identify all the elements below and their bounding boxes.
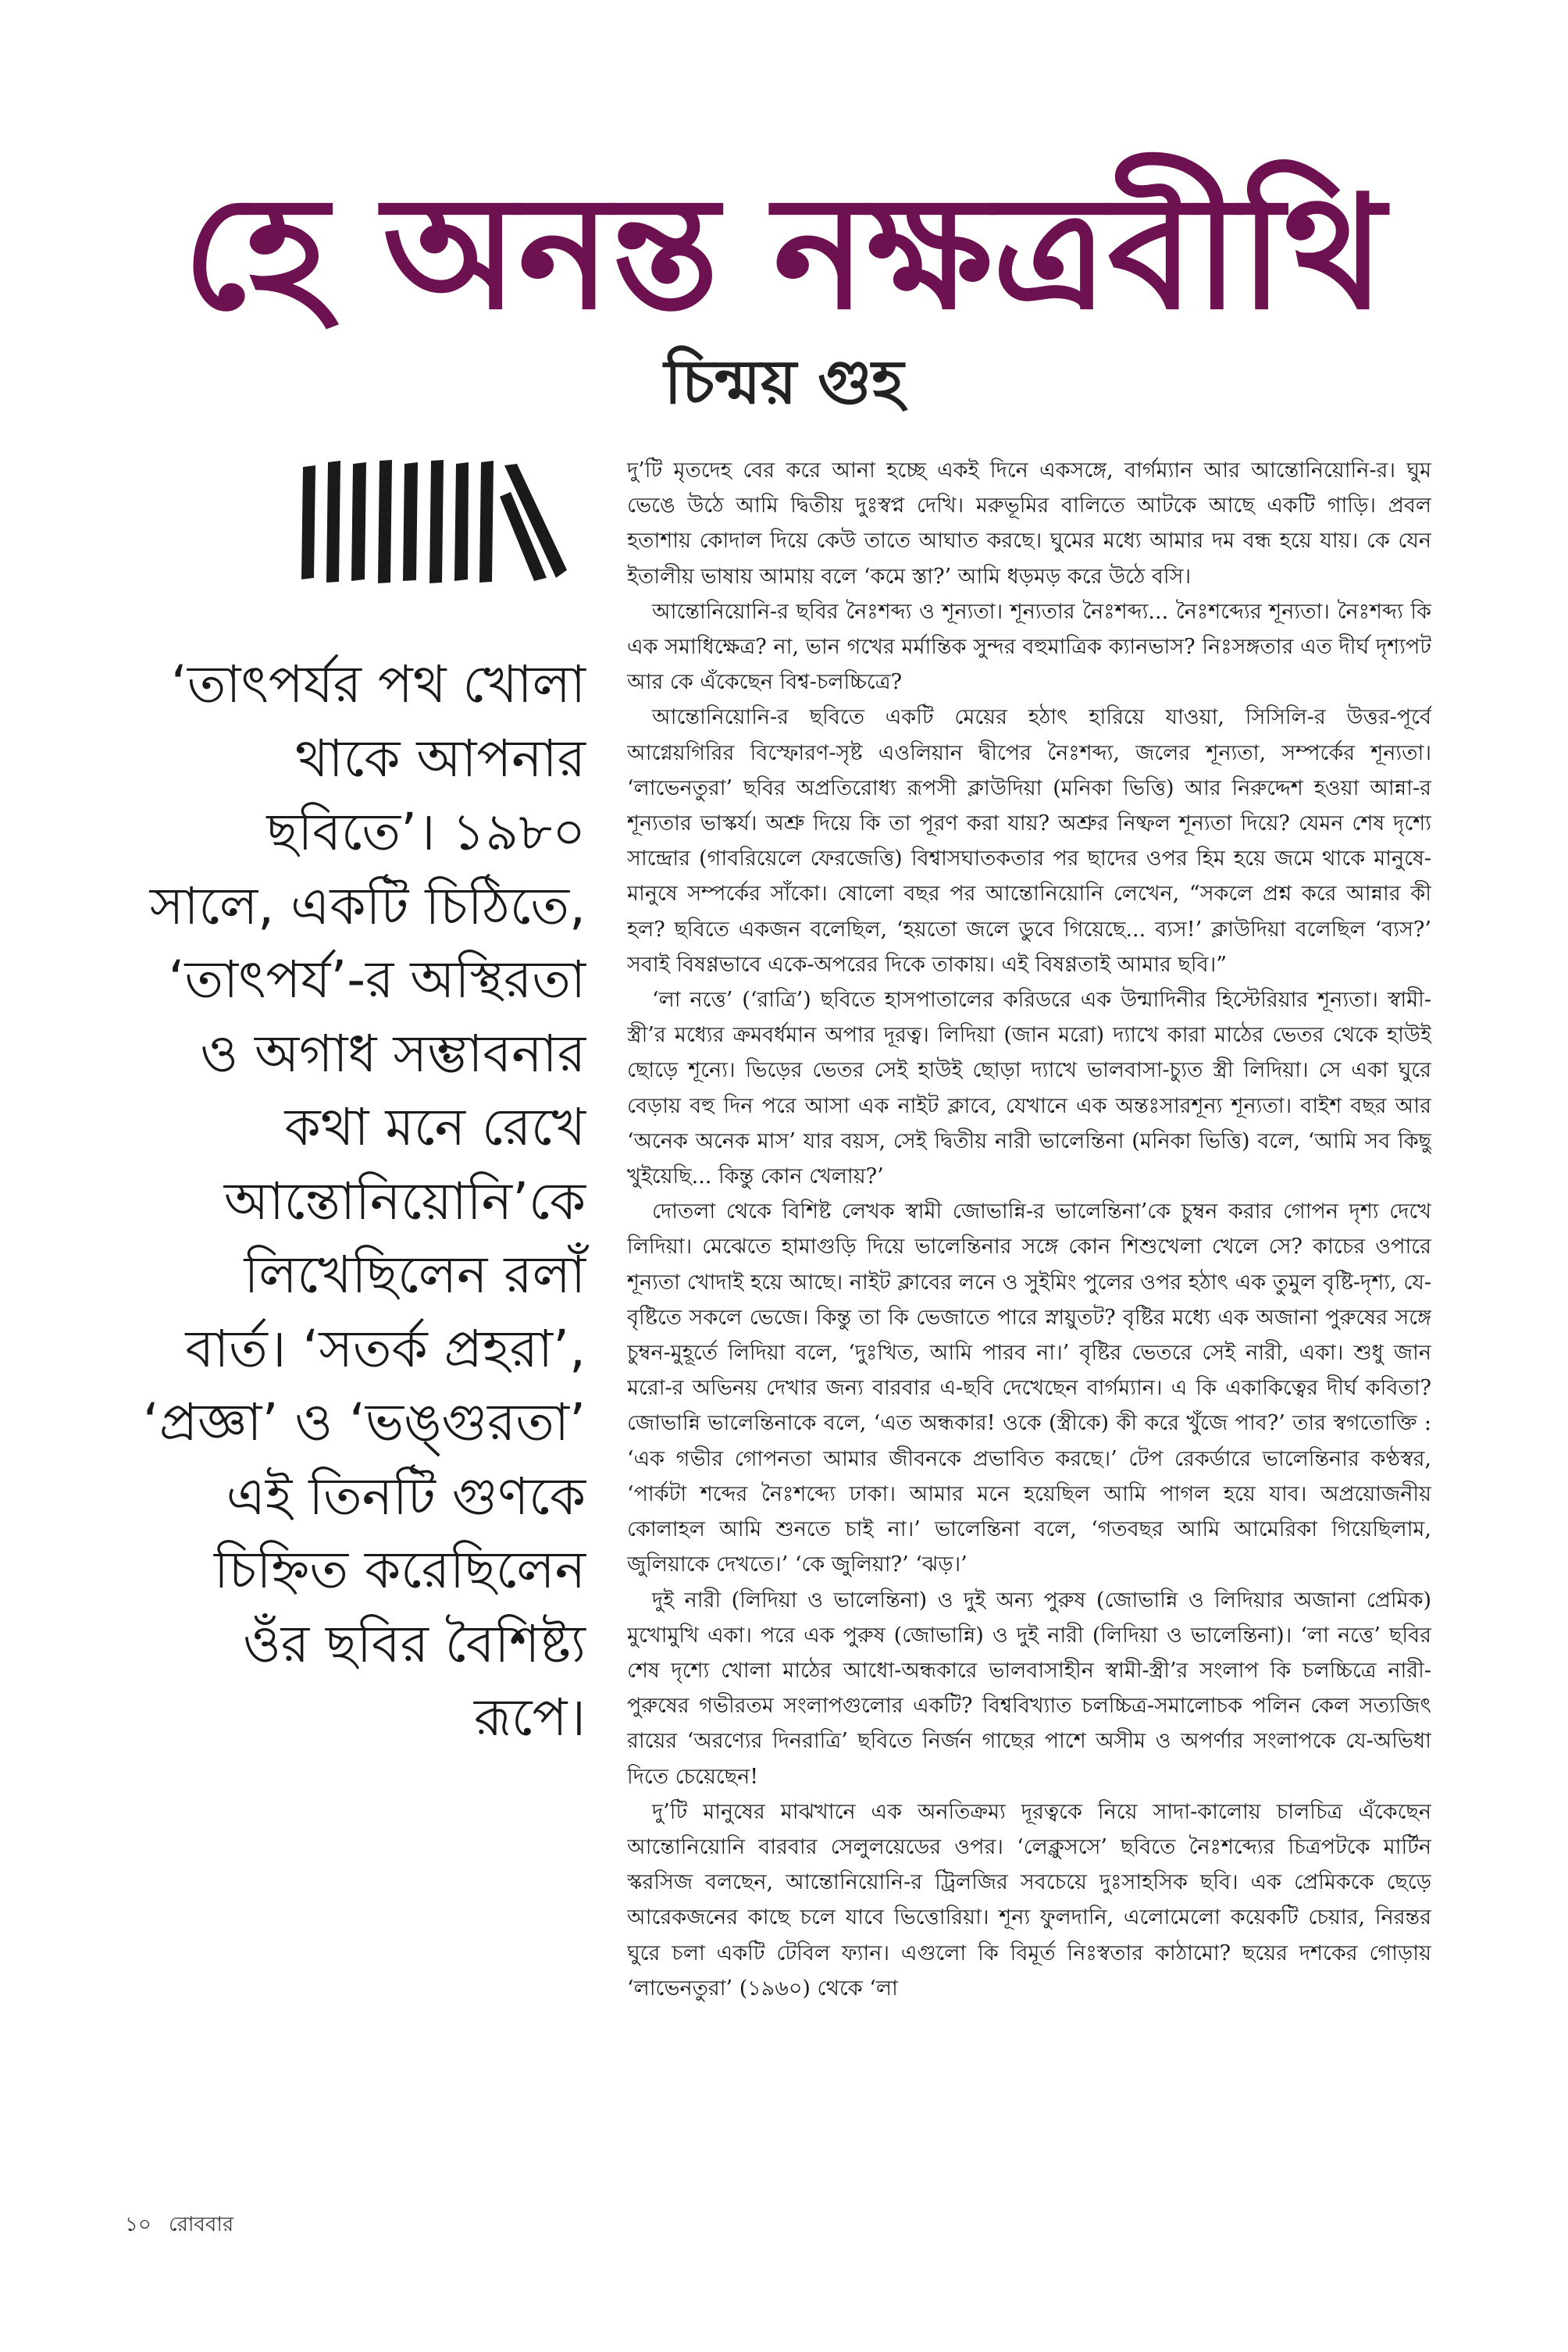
pull-quote: ‘তাৎপর্যর পথ খোলা থাকে আপনার ছবিতে’। ১৯৮০ সালে, একটি চিঠিতে, ‘তাৎপর্য’-র অস্থিরতা ও অগাধ সম্ভাবনার কথা মনে রেখে আন্তোনিয়োনি’কে লিখেছিলেন রলাঁ বার্ত। ‘সতর্ক প্রহরা’, ‘প্রজ্ঞা’ ও ‘ভঙ্গুরতা’ এই তিনটি গুণকে চিহ্নিত করেছিলেন ওঁর ছবির বৈশিষ্ট্য রূপে। (142, 654, 586, 1748)
page-footer (125, 2211, 244, 2238)
page-number: ১০ (125, 2213, 151, 2236)
paragraph: আন্তোনিয়োনি-র ছবিতে একটি মেয়ের হঠাৎ হারিয়ে যাওয়া, সিসিলি-র উত্তর-পূর্বে আগ্নেয়গিরির বিস্ফোরণ-সৃষ্ট এওলিয়ান দ্বীপের নৈঃশব্দ্য, জলের শূন্যতা, সম্পর্কের শূন্যতা। ‘লাভেনতুরা’ ছবির অপ্রতিরোধ্য রূপসী ক্লাউদিয়া (মনিকা ভিত্তি) আর নিরুদ্দেশ হওয়া আন্না-র শূন্যতার ভাস্কর্য। অশ্রু দিয়ে কি তা পূরণ করা যায়? অশ্রুর নিষ্ফল শূন্যতা দিয়ে? যেমন শেষ দৃশ্যে সান্দ্রোর (গাবরিয়েলে ফেরজেত্তি) বিশ্বাসঘাতকতার পর ছাদের ওপর হিম হয়ে জমে থাকে মানুষে-মানুষে সম্পর্কের সাঁকো। ষোলো বছর পর আন্তোনিয়োনি লেখেন, “সকলে প্রশ্ন করে আন্নার কী হল? ছবিতে একজন বলেছিল, ‘হয়তো জলে ডুবে গিয়েছে... ব্যস!’ ক্লাউদিয়া বলেছিল ‘ব্যস?’ সবাই বিষণ্ণভাবে একে-অপরের দিকে তাকায়। এই বিষণ্ণতাই আমার ছবি।” (627, 705, 1431, 977)
paragraph: আন্তোনিয়োনি-র ছবির নৈঃশব্দ্য ও শূন্যতা। শূন্যতার নৈঃশব্দ্য... নৈঃশব্দ্যের শূন্যতা। নৈঃশব্দ্য কি এক সমাধিক্ষেত্র? না, ভান গখের মর্মান্তিক সুন্দর বহুমাত্রিক ক্যানভাস? নিঃসঙ্গতার এত দীর্ঘ দৃশ্যপট আর কে এঁকেছেন বিশ্ব-চলচ্চিত্রে? (627, 599, 1431, 695)
paragraph: দু’টি মৃতদেহ বের করে আনা হচ্ছে একই দিনে একসঙ্গে, বার্গম্যান আর আন্তোনিয়োনি-র। ঘুম ভেঙে উঠে আমি দ্বিতীয় দুঃস্বপ্ন দেখি। মরুভূমির বালিতে আটকে আছে একটি গাড়ি। প্রবল হতাশায় কোদাল দিয়ে কেউ তাতে আঘাত করছে। ঘুমের মধ্যে আমার দম বন্ধ হয়ে যায়। কে যেন ইতালীয় ভাষায় আমায় বলে ‘কমে স্তা?’ আমি ধড়মড় করে উঠে বসি। (627, 458, 1431, 589)
article-body (627, 453, 1431, 2194)
paragraph: ‘লা নত্তে’ (‘রাত্রি’) ছবিতে হাসপাতালের করিডরে এক উন্মাদিনীর হিস্টেরিয়ার শূন্যতা। স্বামী-স্ত্রী’র মধ্যের ক্রমবর্ধমান অপার দূরত্ব। লিদিয়া (জান মরো) দ্যাখে কারা মাঠের ভেতর থেকে হাউই ছোড়ে শূন্যে। ভিড়ের ভেতর সেই হাউই ছোড়া দ্যাখে ভালবাসা-চ্যুত স্ত্রী লিদিয়া। সে একা ঘুরে বেড়ায় বহু দিন পরে আসা এক নাইট ক্লাবে, যেখানে এক অন্তঃসারশূন্য শূন্যতা। বাইশ বছর আর ‘অনেক অনেক মাস’ যার বয়স, সেই দ্বিতীয় নারী ভালেন্তিনা (মনিকা ভিত্তি) বলে, ‘আমি সব কিছু খুইয়েছি... কিন্তু কোন খেলায়?’ (627, 988, 1431, 1189)
magazine-name: রোববার (169, 2213, 234, 2236)
paragraph: দুই নারী (লিদিয়া ও ভালেন্তিনা) ও দুই অন্য পুরুষ (জোভান্নি ও লিদিয়ার অজানা প্রেমিক) মুখোমুখি একা। পরে এক পুরুষ (জোভান্নি) ও দুই নারী (লিদিয়া ও ভালেন্তিনা)। ‘লা নত্তে’ ছবির শেষ দৃশ্যে খোলা মাঠের আধো-অন্ধকারে ভালবাসাহীন স্বামী-স্ত্রী’র সংলাপ কি চলচ্চিত্রে নারী-পুরুষের গভীরতম সংলাপগুলোর একটি? বিশ্ববিখ্যাত চলচ্চিত্র-সমালোচক পলিন কেল সত্যজিৎ রায়ের ‘অরণ্যের দিনরাত্রি’ ছবিতে নির্জন গাছের পাশে অসীম ও অপর্ণার সংলাপকে যে-অভিধা দিতে চেয়েছেন! (627, 1588, 1431, 1789)
author-byline: চিন্ময় গুহ (664, 347, 904, 418)
paragraph: দোতলা থেকে বিশিষ্ট লেখক স্বামী জোভান্নি-র ভালেন্তিনা’কে চুম্বন করার গোপন দৃশ্য দেখে লিদিয়া। মেঝেতে হামাগুড়ি দিয়ে ভালেন্তিনার সঙ্গে কোন শিশুখেলা খেলে সে? কাচের ওপারে শূন্যতা খোদাই হয়ে আছে। নাইট ক্লাবের লনে ও সুইমিং পুলের ওপর হঠাৎ এক তুমুল বৃষ্টি-দৃশ্য, যে-বৃষ্টিতে সকলে ভেজে। কিন্তু তা কি ভেজাতে পারে স্নায়ুতট? বৃষ্টির মধ্যে এক অজানা পুরুষের সঙ্গে চুম্বন-মুহূর্তে লিদিয়া বলে, ‘দুঃখিত, আমি পারব না।’ বৃষ্টির ভেতরে সেই নারী, একা। শুধু জান মরো-র অভিনয় দেখার জন্য বারবার এ-ছবি দেখেছেন বার্গম্যান। এ কি একাকিত্বের দীর্ঘ কবিতা? জোভান্নি ভালেন্তিনাকে বলে, ‘এত অন্ধকার! ওকে (স্ত্রীকে) কী করে খুঁজে পাব?’ তার স্বগতোক্তি : ‘এক গভীর গোপনতা আমার জীবনকে প্রভাবিত করছে।’ টেপ রেকর্ডারে ভালেন্তিনার কণ্ঠস্বর, ‘পার্কটা শব্দের নৈঃশব্দ্যে ঢাকা। আমার মনে হয়েছিল আমি পাগল হয়ে যাব। অপ্রয়োজনীয় কোলাহল আমি শুনতে চাই না।’ ভালেন্তিনা বলে, ‘গতবছর আমি আমেরিকা গিয়েছিলাম, জুলিয়াকে দেখতে।’ ‘কে জুলিয়া?’ ‘ঝড়।’ (627, 1199, 1431, 1577)
decorative-strokes-icon (295, 453, 576, 586)
article-title: হে অনন্ত নক্ষত্রবীথি (183, 162, 1385, 344)
paragraph: দু’টি মানুষের মাঝখানে এক অনতিক্রম্য দূরত্বকে নিয়ে সাদা-কালোয় চালচিত্র এঁকেছেন আন্তোনিয়োনি বারবার সেলুলয়েডের ওপর। ‘লেক্লুসসে’ ছবিতে নৈঃশব্দ্যের চিত্রপটকে মার্টিন স্করসিজ বলছেন, আন্তোনিয়োনি-র ট্রিলজির সবচেয়ে দুঃসাহসিক ছবি। এক প্রেমিককে ছেড়ে আরেকজনের কাছে চলে যাবে ভিত্তোরিয়া। শূন্য ফুলদানি, এলোমেলো কয়েকটি চেয়ার, নিরন্তর ঘুরে চলা একটি টেবিল ফ্যান। এগুলো কি বিমূর্ত নিঃস্বতার কাঠামো? ছয়ের দশকের গোড়ায় ‘লাভেনতুরা’ (১৯৬০) থেকে ‘লা (627, 1799, 1431, 2001)
